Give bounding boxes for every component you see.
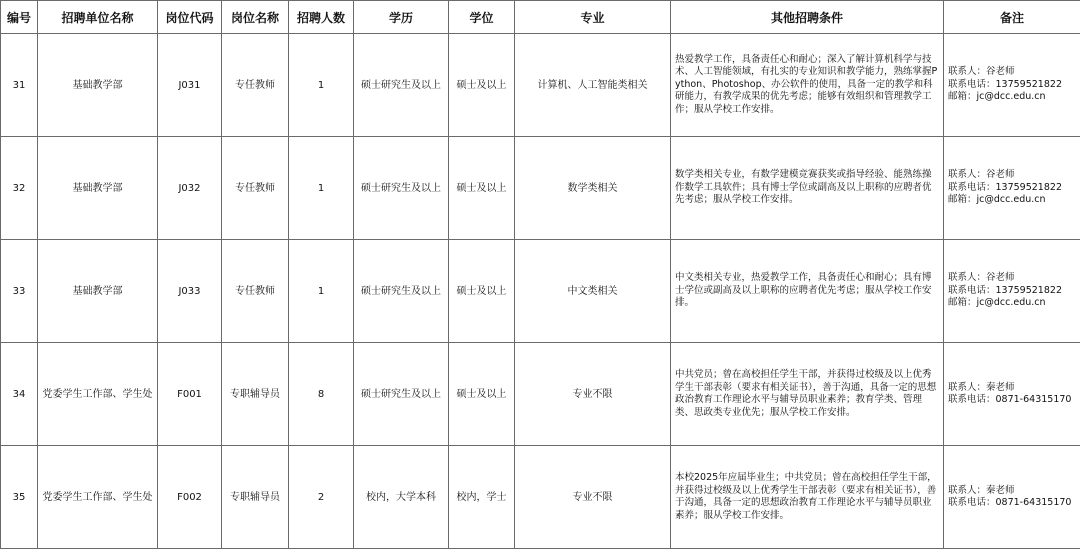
header-row: [1, 1, 1080, 34]
cell-degree: 硕士及以上: [449, 343, 515, 446]
table-row: [1, 343, 1080, 446]
header-number: 编号: [1, 1, 38, 34]
cell-major: 中文类相关: [515, 240, 671, 343]
cell-education: 硕士研究生及以上: [354, 34, 449, 137]
cell-number: 31: [1, 34, 38, 137]
cell-unit: 党委学生工作部、学生处: [38, 446, 158, 549]
note-email: 邮箱：jc@dcc.edu.cn: [948, 194, 1076, 207]
cell-number: 34: [1, 343, 38, 446]
cell-count: 1: [289, 137, 354, 240]
cell-post-code: J033: [158, 240, 222, 343]
note-contact: 联系人：谷老师: [948, 272, 1076, 285]
note-contact: 联系人：秦老师: [948, 382, 1076, 395]
note-email: 邮箱：jc@dcc.edu.cn: [948, 297, 1076, 310]
note-email: 邮箱：jc@dcc.edu.cn: [948, 91, 1076, 104]
cell-notes: [944, 137, 1080, 240]
cell-post-name: 专任教师: [222, 240, 289, 343]
cell-post-code: J031: [158, 34, 222, 137]
cell-post-code: F001: [158, 343, 222, 446]
header-unit: 招聘单位名称: [38, 1, 158, 34]
cell-conditions: 数学类相关专业，有数学建模竞赛获奖或指导经验、能熟练操作数学工具软件；具有博士学位或副高及以上职称的应聘者优先考虑；服从学校工作安排。: [671, 137, 944, 240]
cell-post-name: 专任教师: [222, 34, 289, 137]
cell-major: 专业不限: [515, 343, 671, 446]
cell-conditions: 中共党员；曾在高校担任学生干部，并获得过校级及以上优秀学生干部表彰（要求有相关证书），善于沟通，具备一定的思想政治教育工作理论水平与辅导员职业素养；教育学类、管理类、思政类专业优先；服从学校工作安排。: [671, 343, 944, 446]
header-degree: 学位: [449, 1, 515, 34]
table-row: [1, 34, 1080, 137]
cell-conditions: 热爱教学工作，具备责任心和耐心；深入了解计算机科学与技术、人工智能领域，有扎实的专业知识和教学能力，熟练掌握Python、Photoshop、办公软件的使用，具备一定的教学和科研能力，有教学成果的优先考虑；能够有效组织和管理教学工作；服从学校工作安排。: [671, 34, 944, 137]
note-contact: 联系人：谷老师: [948, 169, 1076, 182]
table-row: [1, 446, 1080, 549]
note-phone: 联系电话：0871-64315170: [948, 497, 1076, 510]
note-phone: 联系电话：13759521822: [948, 182, 1076, 195]
cell-count: 8: [289, 343, 354, 446]
table-header: [1, 1, 1080, 34]
cell-degree: 硕士及以上: [449, 137, 515, 240]
header-post-name: 岗位名称: [222, 1, 289, 34]
cell-post-name: 专职辅导员: [222, 343, 289, 446]
header-major: 专业: [515, 1, 671, 34]
note-contact: 联系人：谷老师: [948, 66, 1076, 79]
table-body: [1, 34, 1080, 549]
cell-degree: 校内，学士: [449, 446, 515, 549]
cell-count: 1: [289, 34, 354, 137]
cell-major: 计算机、人工智能类相关: [515, 34, 671, 137]
cell-unit: 基础教学部: [38, 137, 158, 240]
cell-post-name: 专职辅导员: [222, 446, 289, 549]
cell-notes: [944, 240, 1080, 343]
header-post-code: 岗位代码: [158, 1, 222, 34]
header-education: 学历: [354, 1, 449, 34]
cell-post-code: F002: [158, 446, 222, 549]
cell-major: 数学类相关: [515, 137, 671, 240]
cell-unit: 党委学生工作部、学生处: [38, 343, 158, 446]
cell-number: 33: [1, 240, 38, 343]
cell-notes: [944, 34, 1080, 137]
cell-conditions: 本校2025年应届毕业生；中共党员；曾在高校担任学生干部，并获得过校级及以上优秀学生干部表彰（要求有相关证书），善于沟通，具备一定的思想政治教育工作理论水平与辅导员职业素养；服从学校工作安排。: [671, 446, 944, 549]
cell-unit: 基础教学部: [38, 34, 158, 137]
note-phone: 联系电话：0871-64315170: [948, 394, 1076, 407]
cell-education: 硕士研究生及以上: [354, 137, 449, 240]
cell-count: 1: [289, 240, 354, 343]
table-row: [1, 240, 1080, 343]
cell-major: 专业不限: [515, 446, 671, 549]
table-row: [1, 137, 1080, 240]
cell-education: 硕士研究生及以上: [354, 343, 449, 446]
note-phone: 联系电话：13759521822: [948, 79, 1076, 92]
header-notes: 备注: [944, 1, 1080, 34]
header-conditions: 其他招聘条件: [671, 1, 944, 34]
note-phone: 联系电话：13759521822: [948, 285, 1076, 298]
cell-post-code: J032: [158, 137, 222, 240]
cell-unit: 基础教学部: [38, 240, 158, 343]
cell-education: 硕士研究生及以上: [354, 240, 449, 343]
note-contact: 联系人：秦老师: [948, 485, 1076, 498]
header-count: 招聘人数: [289, 1, 354, 34]
cell-degree: 硕士及以上: [449, 34, 515, 137]
cell-education: 校内，大学本科: [354, 446, 449, 549]
cell-conditions: 中文类相关专业，热爱教学工作，具备责任心和耐心；具有博士学位或副高及以上职称的应聘者优先考虑；服从学校工作安排。: [671, 240, 944, 343]
cell-notes: [944, 343, 1080, 446]
cell-degree: 硕士及以上: [449, 240, 515, 343]
cell-count: 2: [289, 446, 354, 549]
cell-number: 32: [1, 137, 38, 240]
cell-number: 35: [1, 446, 38, 549]
cell-notes: [944, 446, 1080, 549]
cell-post-name: 专任教师: [222, 137, 289, 240]
